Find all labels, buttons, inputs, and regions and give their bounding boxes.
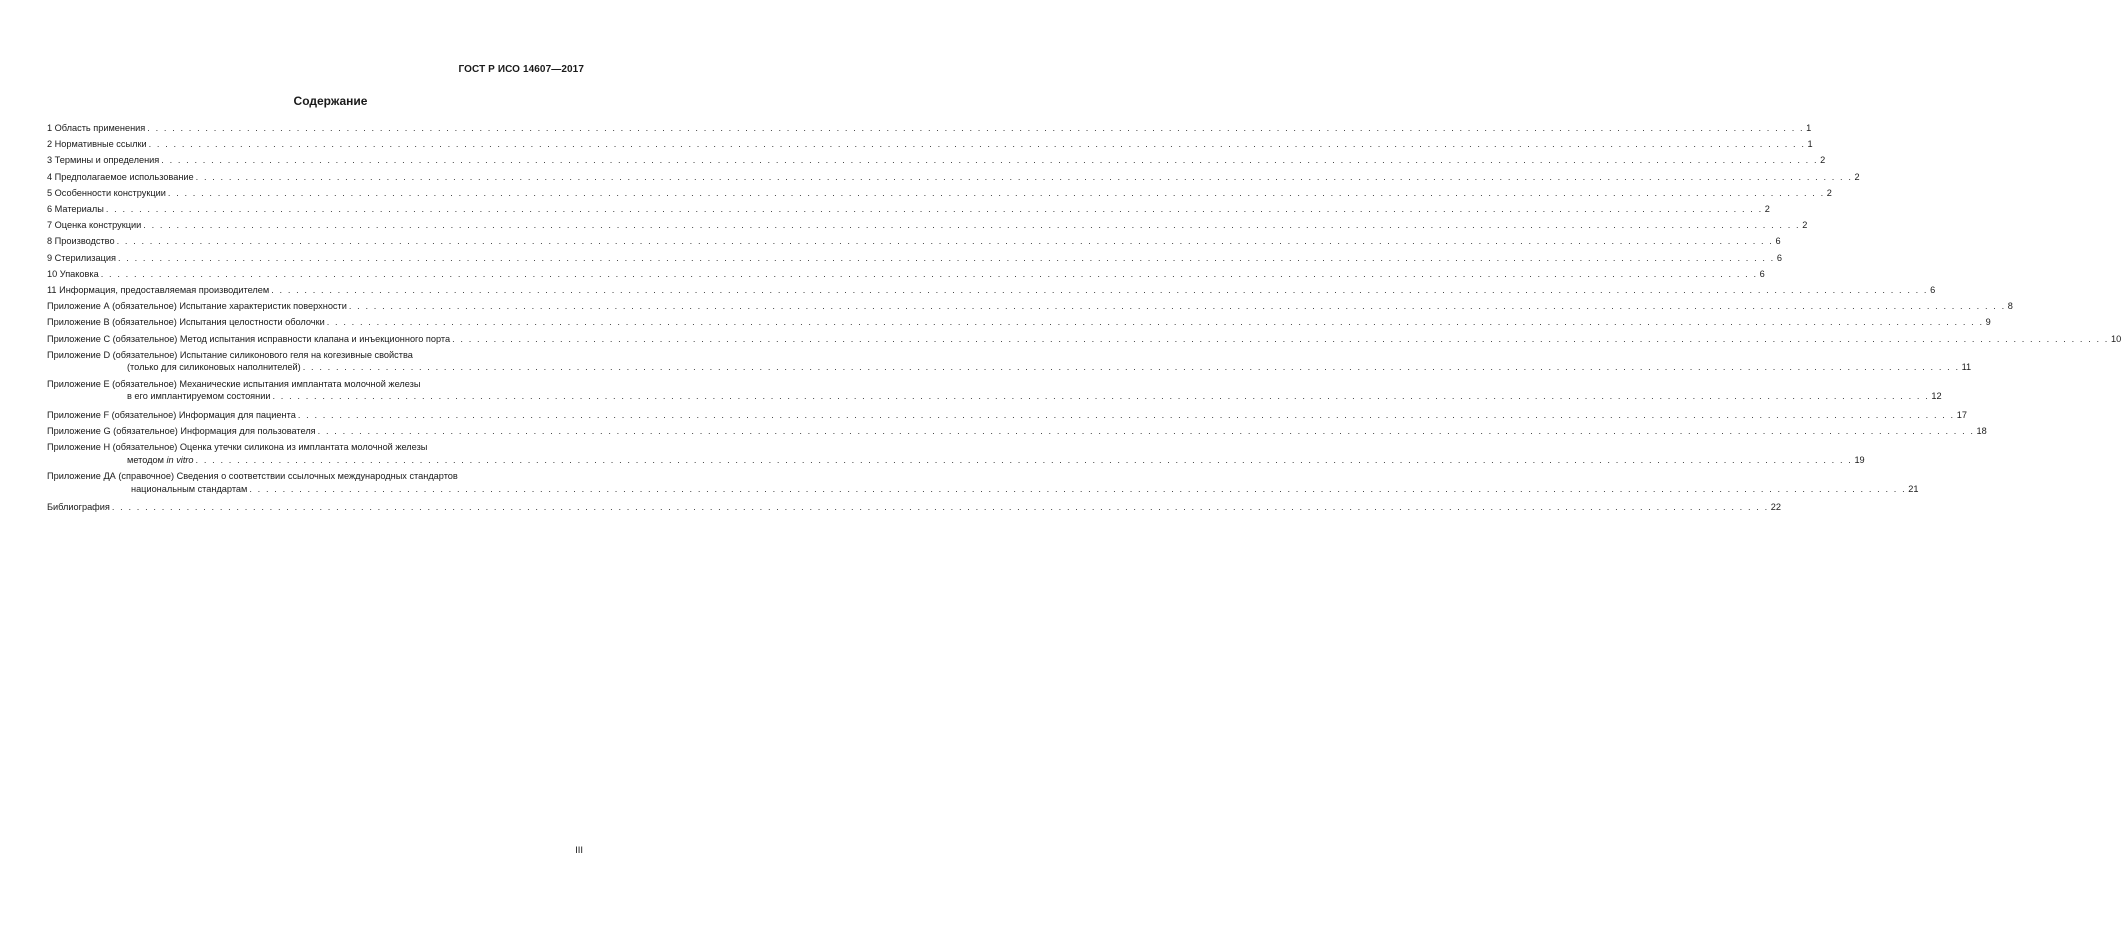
toc-entry[interactable]: 10 Упаковка . . . . . . . . . . . . . . . . . . . . . . . . . . . . . . . . . . . . . . . . . . . . . . . . . . . . . . . . . . . . . . . . . . . . . . . . . . . . . . . . . . . . . . . . . . . . . . . . . . . . . . . . . . . . . . . . . . . . . . . . . . . . . . . . . . . . . . . . . . . . . . . . . . . . . . . . . . . . . . . . . . . . . . . . . . . . . . . . . . . . . . . . . . . . . . . . . . . . . . . . 6 [47,266,577,282]
leader-dots: . . . . . . . . . . . . . . . . . . . . . . . . . . . . . . . . . . . . . . . . . . . . . . . . . . . . . . . . . . . . . . . . . . . . . . . . . . . . . . . . . . . . . . . . . . . . . . . . . . . . . . . . . . . . . . . . . . . . . . . . . . . . . . . . . . . . . . . . . . . . . . . . . . . . . . . . . . . . . . . . . . . . . . . . . . . . . . . . . . . . . . . . . . . . . . . . . . . . . . . . [116,236,1774,247]
table-of-contents [47,120,2121,515]
leader-dots: . . . . . . . . . . . . . . . . . . . . . . . . . . . . . . . . . . . . . . . . . . . . . . . . . . . . . . . . . . . . . . . . . . . . . . . . . . . . . . . . . . . . . . . . . . . . . . . . . . . . . . . . . . . . . . . . . . . . . . . . . . . . . . . . . . . . . . . . . . . . . . . . . . . . . . . . . . . . . . . . . . . . . . . . . . . . . . . . . . . . . . . . . . . . . . . . . . . . . . . . [317,426,1975,437]
toc-entry[interactable]: 11 Информация, предоставляемая производителем . . . . . . . . . . . . . . . . . . . . . . . . . . . . . . . . . . . . . . . . . . . . . . . . . . . . . . . . . . . . . . . . . . . . . . . . . . . . . . . . . . . . . . . . . . . . . . . . . . . . . . . . . . . . . . . . . . . . . . . . . . . . . . . . . . . . . . . . . . . . . . . . . . . . . . . . . . . . . . . . . . . . . . . . . . . . . . . . . . . . . . . . . . . . . . . . . . . . . . . . 6 [47,282,577,298]
leader-dots: . . . . . . . . . . . . . . . . . . . . . . . . . . . . . . . . . . . . . . . . . . . . . . . . . . . . . . . . . . . . . . . . . . . . . . . . . . . . . . . . . . . . . . . . . . . . . . . . . . . . . . . . . . . . . . . . . . . . . . . . . . . . . . . . . . . . . . . . . . . . . . . . . . . . . . . . . . . . . . . . . . . . . . . . . . . . . . . . . . . . . . . . . . . . . . . . . . . . . . . . [161,155,1819,166]
leader-dots: . . . . . . . . . . . . . . . . . . . . . . . . . . . . . . . . . . . . . . . . . . . . . . . . . . . . . . . . . . . . . . . . . . . . . . . . . . . . . . . . . . . . . . . . . . . . . . . . . . . . . . . . . . . . . . . . . . . . . . . . . . . . . . . . . . . . . . . . . . . . . . . . . . . . . . . . . . . . . . . . . . . . . . . . . . . . . . . . . . . . . . . . . . . . . . . . . . . . . . . . [249,483,1907,494]
leader-dots: . . . . . . . . . . . . . . . . . . . . . . . . . . . . . . . . . . . . . . . . . . . . . . . . . . . . . . . . . . . . . . . . . . . . . . . . . . . . . . . . . . . . . . . . . . . . . . . . . . . . . . . . . . . . . . . . . . . . . . . . . . . . . . . . . . . . . . . . . . . . . . . . . . . . . . . . . . . . . . . . . . . . . . . . . . . . . . . . . . . . . . . . . . . . . . . . . . . . . . . . [452,333,2109,344]
toc-entry[interactable]: 4 Предполагаемое использование . . . . . . . . . . . . . . . . . . . . . . . . . . . . . . . . . . . . . . . . . . . . . . . . . . . . . . . . . . . . . . . . . . . . . . . . . . . . . . . . . . . . . . . . . . . . . . . . . . . . . . . . . . . . . . . . . . . . . . . . . . . . . . . . . . . . . . . . . . . . . . . . . . . . . . . . . . . . . . . . . . . . . . . . . . . . . . . . . . . . . . . . . . . . . . . . . . . . . . . . 2 [47,169,577,185]
leader-dots: . . . . . . . . . . . . . . . . . . . . . . . . . . . . . . . . . . . . . . . . . . . . . . . . . . . . . . . . . . . . . . . . . . . . . . . . . . . . . . . . . . . . . . . . . . . . . . . . . . . . . . . . . . . . . . . . . . . . . . . . . . . . . . . . . . . . . . . . . . . . . . . . . . . . . . . . . . . . . . . . . . . . . . . . . . . . . . . . . . . . . . . . . . . . . . . . . . . . . . . . [143,220,1801,231]
leader-dots: . . . . . . . . . . . . . . . . . . . . . . . . . . . . . . . . . . . . . . . . . . . . . . . . . . . . . . . . . . . . . . . . . . . . . . . . . . . . . . . . . . . . . . . . . . . . . . . . . . . . . . . . . . . . . . . . . . . . . . . . . . . . . . . . . . . . . . . . . . . . . . . . . . . . . . . . . . . . . . . . . . . . . . . . . . . . . . . . . . . . . . . . . . . . . . . . . . . . . . . . [105,204,1763,215]
toc-entry[interactable]: 2 Нормативные ссылки . . . . . . . . . . . . . . . . . . . . . . . . . . . . . . . . . . . . . . . . . . . . . . . . . . . . . . . . . . . . . . . . . . . . . . . . . . . . . . . . . . . . . . . . . . . . . . . . . . . . . . . . . . . . . . . . . . . . . . . . . . . . . . . . . . . . . . . . . . . . . . . . . . . . . . . . . . . . . . . . . . . . . . . . . . . . . . . . . . . . . . . . . . . . . . . . . . . . . . . . 1 [47,136,577,152]
leader-dots: . . . . . . . . . . . . . . . . . . . . . . . . . . . . . . . . . . . . . . . . . . . . . . . . . . . . . . . . . . . . . . . . . . . . . . . . . . . . . . . . . . . . . . . . . . . . . . . . . . . . . . . . . . . . . . . . . . . . . . . . . . . . . . . . . . . . . . . . . . . . . . . . . . . . . . . . . . . . . . . . . . . . . . . . . . . . . . . . . . . . . . . . . . . . . . . . . . . . . . . . [100,268,1758,279]
toc-entry[interactable]: Приложение С (обязательное) Метод испытания исправности клапана и инъекционного порта . . . . . . . . . . . . . . . . . . . . . . . . . . . . . . . . . . . . . . . . . . . . . . . . . . . . . . . . . . . . . . . . . . . . . . . . . . . . . . . . . . . . . . . . . . . . . . . . . . . . . . . . . . . . . . . . . . . . . . . . . . . . . . . . . . . . . . . . . . . . . . . . . . . . . . . . . . . . . . . . . . . . . . . . . . . . . . . . . . . . . . . . . . . . . . . . . . . . . . . . 10 [47,331,577,347]
document-code-header: ГОСТ Р ИСО 14607—2017 [458,64,584,75]
leader-dots: . . . . . . . . . . . . . . . . . . . . . . . . . . . . . . . . . . . . . . . . . . . . . . . . . . . . . . . . . . . . . . . . . . . . . . . . . . . . . . . . . . . . . . . . . . . . . . . . . . . . . . . . . . . . . . . . . . . . . . . . . . . . . . . . . . . . . . . . . . . . . . . . . . . . . . . . . . . . . . . . . . . . . . . . . . . . . . . . . . . . . . . . . . . . . . . . . . . . . . . . [167,187,1825,198]
leader-dots: . . . . . . . . . . . . . . . . . . . . . . . . . . . . . . . . . . . . . . . . . . . . . . . . . . . . . . . . . . . . . . . . . . . . . . . . . . . . . . . . . . . . . . . . . . . . . . . . . . . . . . . . . . . . . . . . . . . . . . . . . . . . . . . . . . . . . . . . . . . . . . . . . . . . . . . . . . . . . . . . . . . . . . . . . . . . . . . . . . . . . . . . . . . . . . . . . . . . . . . . [272,391,1930,402]
leader-dots: . . . . . . . . . . . . . . . . . . . . . . . . . . . . . . . . . . . . . . . . . . . . . . . . . . . . . . . . . . . . . . . . . . . . . . . . . . . . . . . . . . . . . . . . . . . . . . . . . . . . . . . . . . . . . . . . . . . . . . . . . . . . . . . . . . . . . . . . . . . . . . . . . . . . . . . . . . . . . . . . . . . . . . . . . . . . . . . . . . . . . . . . . . . . . . . . . . . . . . . . [348,301,2006,312]
leader-dots: . . . . . . . . . . . . . . . . . . . . . . . . . . . . . . . . . . . . . . . . . . . . . . . . . . . . . . . . . . . . . . . . . . . . . . . . . . . . . . . . . . . . . . . . . . . . . . . . . . . . . . . . . . . . . . . . . . . . . . . . . . . . . . . . . . . . . . . . . . . . . . . . . . . . . . . . . . . . . . . . . . . . . . . . . . . . . . . . . . . . . . . . . . . . . . . . . . . . . . . . [195,171,1853,182]
toc-entry[interactable]: 1 Область применения . . . . . . . . . . . . . . . . . . . . . . . . . . . . . . . . . . . . . . . . . . . . . . . . . . . . . . . . . . . . . . . . . . . . . . . . . . . . . . . . . . . . . . . . . . . . . . . . . . . . . . . . . . . . . . . . . . . . . . . . . . . . . . . . . . . . . . . . . . . . . . . . . . . . . . . . . . . . . . . . . . . . . . . . . . . . . . . . . . . . . . . . . . . . . . . . . . . . . . . . 1 [47,120,577,136]
leader-dots: . . . . . . . . . . . . . . . . . . . . . . . . . . . . . . . . . . . . . . . . . . . . . . . . . . . . . . . . . . . . . . . . . . . . . . . . . . . . . . . . . . . . . . . . . . . . . . . . . . . . . . . . . . . . . . . . . . . . . . . . . . . . . . . . . . . . . . . . . . . . . . . . . . . . . . . . . . . . . . . . . . . . . . . . . . . . . . . . . . . . . . . . . . . . . . . . . . . . . . . . [302,362,1960,373]
toc-entry[interactable]: 6 Материалы . . . . . . . . . . . . . . . . . . . . . . . . . . . . . . . . . . . . . . . . . . . . . . . . . . . . . . . . . . . . . . . . . . . . . . . . . . . . . . . . . . . . . . . . . . . . . . . . . . . . . . . . . . . . . . . . . . . . . . . . . . . . . . . . . . . . . . . . . . . . . . . . . . . . . . . . . . . . . . . . . . . . . . . . . . . . . . . . . . . . . . . . . . . . . . . . . . . . . . . . 2 [47,201,577,217]
leader-dots: . . . . . . . . . . . . . . . . . . . . . . . . . . . . . . . . . . . . . . . . . . . . . . . . . . . . . . . . . . . . . . . . . . . . . . . . . . . . . . . . . . . . . . . . . . . . . . . . . . . . . . . . . . . . . . . . . . . . . . . . . . . . . . . . . . . . . . . . . . . . . . . . . . . . . . . . . . . . . . . . . . . . . . . . . . . . . . . . . . . . . . . . . . . . . . . . . . . . . . . . [117,252,1775,263]
page-number-roman: III [575,845,583,856]
toc-entry-appendix-h[interactable]: Приложение Н (обязательное) Оценка утечки силикона из имплантата молочной железы методом in vitro . . . . . . . . . . . . . . . . . . . . . . . . . . . . . . . . . . . . . . . . . . . . . . . . . . . . . . . . . . . . . . . . . . . . . . . . . . . . . . . . . . . . . . . . . . . . . . . . . . . . . . . . . . . . . . . . . . . . . . . . . . . . . . . . . . . . . . . . . . . . . . . . . . . . . . . . . . . . . . . . . . . . . . . . . . . . . . . . . . . . . . . . . . . . . . . . . . . . . . . . 19 [47,442,1865,465]
toc-entry-appendix-f[interactable]: Приложение F (обязательное) Информация для пациента . . . . . . . . . . . . . . . . . . . . . . . . . . . . . . . . . . . . . . . . . . . . . . . . . . . . . . . . . . . . . . . . . . . . . . . . . . . . . . . . . . . . . . . . . . . . . . . . . . . . . . . . . . . . . . . . . . . . . . . . . . . . . . . . . . . . . . . . . . . . . . . . . . . . . . . . . . . . . . . . . . . . . . . . . . . . . . . . . . . . . . . . . . . . . . . . . . . . . . . . 17 [47,407,577,423]
leader-dots: . . . . . . . . . . . . . . . . . . . . . . . . . . . . . . . . . . . . . . . . . . . . . . . . . . . . . . . . . . . . . . . . . . . . . . . . . . . . . . . . . . . . . . . . . . . . . . . . . . . . . . . . . . . . . . . . . . . . . . . . . . . . . . . . . . . . . . . . . . . . . . . . . . . . . . . . . . . . . . . . . . . . . . . . . . . . . . . . . . . . . . . . . . . . . . . . . . . . . . . . [147,123,1805,133]
toc-entry[interactable]: Приложение В (обязательное) Испытания целостности оболочки . . . . . . . . . . . . . . . . . . . . . . . . . . . . . . . . . . . . . . . . . . . . . . . . . . . . . . . . . . . . . . . . . . . . . . . . . . . . . . . . . . . . . . . . . . . . . . . . . . . . . . . . . . . . . . . . . . . . . . . . . . . . . . . . . . . . . . . . . . . . . . . . . . . . . . . . . . . . . . . . . . . . . . . . . . . . . . . . . . . . . . . . . . . . . . . . . . . . . . . . 9 [47,314,577,330]
leader-dots: . . . . . . . . . . . . . . . . . . . . . . . . . . . . . . . . . . . . . . . . . . . . . . . . . . . . . . . . . . . . . . . . . . . . . . . . . . . . . . . . . . . . . . . . . . . . . . . . . . . . . . . . . . . . . . . . . . . . . . . . . . . . . . . . . . . . . . . . . . . . . . . . . . . . . . . . . . . . . . . . . . . . . . . . . . . . . . . . . . . . . . . . . . . . . . . . . . . . . . . . [297,409,1955,420]
leader-dots: . . . . . . . . . . . . . . . . . . . . . . . . . . . . . . . . . . . . . . . . . . . . . . . . . . . . . . . . . . . . . . . . . . . . . . . . . . . . . . . . . . . . . . . . . . . . . . . . . . . . . . . . . . . . . . . . . . . . . . . . . . . . . . . . . . . . . . . . . . . . . . . . . . . . . . . . . . . . . . . . . . . . . . . . . . . . . . . . . . . . . . . . . . . . . . . . . . . . . . . . [271,285,1929,296]
leader-dots: . . . . . . . . . . . . . . . . . . . . . . . . . . . . . . . . . . . . . . . . . . . . . . . . . . . . . . . . . . . . . . . . . . . . . . . . . . . . . . . . . . . . . . . . . . . . . . . . . . . . . . . . . . . . . . . . . . . . . . . . . . . . . . . . . . . . . . . . . . . . . . . . . . . . . . . . . . . . . . . . . . . . . . . . . . . . . . . . . . . . . . . . . . . . . . . . . . . . . . . . [326,317,1984,328]
toc-entry-appendix-d[interactable]: Приложение D (обязательное) Испытание силиконового геля на когезивные свойства (только для силиконовых наполнителей) . . . . . . . . . . . . . . . . . . . . . . . . . . . . . . . . . . . . . . . . . . . . . . . . . . . . . . . . . . . . . . . . . . . . . . . . . . . . . . . . . . . . . . . . . . . . . . . . . . . . . . . . . . . . . . . . . . . . . . . . . . . . . . . . . . . . . . . . . . . . . . . . . . . . . . . . . . . . . . . . . . . . . . . . . . . . . . . . . . . . . . . . . . . . . . . . . . . . . . . . 11 [47,349,1972,373]
toc-entry-bibliography[interactable]: Библиография . . . . . . . . . . . . . . . . . . . . . . . . . . . . . . . . . . . . . . . . . . . . . . . . . . . . . . . . . . . . . . . . . . . . . . . . . . . . . . . . . . . . . . . . . . . . . . . . . . . . . . . . . . . . . . . . . . . . . . . . . . . . . . . . . . . . . . . . . . . . . . . . . . . . . . . . . . . . . . . . . . . . . . . . . . . . . . . . . . . . . . . . . . . . . . . . . . . . . . . . 22 [47,499,577,515]
toc-entry[interactable]: 5 Особенности конструкции . . . . . . . . . . . . . . . . . . . . . . . . . . . . . . . . . . . . . . . . . . . . . . . . . . . . . . . . . . . . . . . . . . . . . . . . . . . . . . . . . . . . . . . . . . . . . . . . . . . . . . . . . . . . . . . . . . . . . . . . . . . . . . . . . . . . . . . . . . . . . . . . . . . . . . . . . . . . . . . . . . . . . . . . . . . . . . . . . . . . . . . . . . . . . . . . . . . . . . . . 2 [47,185,577,201]
toc-entry[interactable]: 7 Оценка конструкции . . . . . . . . . . . . . . . . . . . . . . . . . . . . . . . . . . . . . . . . . . . . . . . . . . . . . . . . . . . . . . . . . . . . . . . . . . . . . . . . . . . . . . . . . . . . . . . . . . . . . . . . . . . . . . . . . . . . . . . . . . . . . . . . . . . . . . . . . . . . . . . . . . . . . . . . . . . . . . . . . . . . . . . . . . . . . . . . . . . . . . . . . . . . . . . . . . . . . . . . 2 [47,217,577,233]
toc-entry[interactable]: Приложение А (обязательное) Испытание характеристик поверхности . . . . . . . . . . . . . . . . . . . . . . . . . . . . . . . . . . . . . . . . . . . . . . . . . . . . . . . . . . . . . . . . . . . . . . . . . . . . . . . . . . . . . . . . . . . . . . . . . . . . . . . . . . . . . . . . . . . . . . . . . . . . . . . . . . . . . . . . . . . . . . . . . . . . . . . . . . . . . . . . . . . . . . . . . . . . . . . . . . . . . . . . . . . . . . . . . . . . . . . . 8 [47,298,577,314]
leader-dots: . . . . . . . . . . . . . . . . . . . . . . . . . . . . . . . . . . . . . . . . . . . . . . . . . . . . . . . . . . . . . . . . . . . . . . . . . . . . . . . . . . . . . . . . . . . . . . . . . . . . . . . . . . . . . . . . . . . . . . . . . . . . . . . . . . . . . . . . . . . . . . . . . . . . . . . . . . . . . . . . . . . . . . . . . . . . . . . . . . . . . . . . . . . . . . . . . . . . . . . . [148,139,1806,150]
toc-entry[interactable]: 3 Термины и определения . . . . . . . . . . . . . . . . . . . . . . . . . . . . . . . . . . . . . . . . . . . . . . . . . . . . . . . . . . . . . . . . . . . . . . . . . . . . . . . . . . . . . . . . . . . . . . . . . . . . . . . . . . . . . . . . . . . . . . . . . . . . . . . . . . . . . . . . . . . . . . . . . . . . . . . . . . . . . . . . . . . . . . . . . . . . . . . . . . . . . . . . . . . . . . . . . . . . . . . . 2 [47,152,577,168]
toc-entry-appendix-e[interactable]: Приложение Е (обязательное) Механические испытания имплантата молочной железы в его имплантируемом состоянии . . . . . . . . . . . . . . . . . . . . . . . . . . . . . . . . . . . . . . . . . . . . . . . . . . . . . . . . . . . . . . . . . . . . . . . . . . . . . . . . . . . . . . . . . . . . . . . . . . . . . . . . . . . . . . . . . . . . . . . . . . . . . . . . . . . . . . . . . . . . . . . . . . . . . . . . . . . . . . . . . . . . . . . . . . . . . . . . . . . . . . . . . . . . . . . . . . . . . . . . 12 [47,378,1942,402]
toc-entry[interactable]: 8 Производство . . . . . . . . . . . . . . . . . . . . . . . . . . . . . . . . . . . . . . . . . . . . . . . . . . . . . . . . . . . . . . . . . . . . . . . . . . . . . . . . . . . . . . . . . . . . . . . . . . . . . . . . . . . . . . . . . . . . . . . . . . . . . . . . . . . . . . . . . . . . . . . . . . . . . . . . . . . . . . . . . . . . . . . . . . . . . . . . . . . . . . . . . . . . . . . . . . . . . . . . 6 [47,233,577,249]
toc-entry-appendix-da[interactable]: Приложение ДА (справочное) Сведения о соответствии ссылочных международных стандартов национальным стандартам . . . . . . . . . . . . . . . . . . . . . . . . . . . . . . . . . . . . . . . . . . . . . . . . . . . . . . . . . . . . . . . . . . . . . . . . . . . . . . . . . . . . . . . . . . . . . . . . . . . . . . . . . . . . . . . . . . . . . . . . . . . . . . . . . . . . . . . . . . . . . . . . . . . . . . . . . . . . . . . . . . . . . . . . . . . . . . . . . . . . . . . . . . . . . . . . . . . . . . . . 21 [47,471,1919,494]
page-title: Содержание [293,94,368,108]
toc-entry[interactable]: 9 Стерилизация . . . . . . . . . . . . . . . . . . . . . . . . . . . . . . . . . . . . . . . . . . . . . . . . . . . . . . . . . . . . . . . . . . . . . . . . . . . . . . . . . . . . . . . . . . . . . . . . . . . . . . . . . . . . . . . . . . . . . . . . . . . . . . . . . . . . . . . . . . . . . . . . . . . . . . . . . . . . . . . . . . . . . . . . . . . . . . . . . . . . . . . . . . . . . . . . . . . . . . . . 6 [47,250,577,266]
leader-dots: . . . . . . . . . . . . . . . . . . . . . . . . . . . . . . . . . . . . . . . . . . . . . . . . . . . . . . . . . . . . . . . . . . . . . . . . . . . . . . . . . . . . . . . . . . . . . . . . . . . . . . . . . . . . . . . . . . . . . . . . . . . . . . . . . . . . . . . . . . . . . . . . . . . . . . . . . . . . . . . . . . . . . . . . . . . . . . . . . . . . . . . . . . . . . . . . . . . . . . . . [111,502,1769,513]
toc-entry-appendix-g[interactable]: Приложение G (обязательное) Информация для пользователя . . . . . . . . . . . . . . . . . . . . . . . . . . . . . . . . . . . . . . . . . . . . . . . . . . . . . . . . . . . . . . . . . . . . . . . . . . . . . . . . . . . . . . . . . . . . . . . . . . . . . . . . . . . . . . . . . . . . . . . . . . . . . . . . . . . . . . . . . . . . . . . . . . . . . . . . . . . . . . . . . . . . . . . . . . . . . . . . . . . . . . . . . . . . . . . . . . . . . . . . 18 [47,423,577,439]
leader-dots: . . . . . . . . . . . . . . . . . . . . . . . . . . . . . . . . . . . . . . . . . . . . . . . . . . . . . . . . . . . . . . . . . . . . . . . . . . . . . . . . . . . . . . . . . . . . . . . . . . . . . . . . . . . . . . . . . . . . . . . . . . . . . . . . . . . . . . . . . . . . . . . . . . . . . . . . . . . . . . . . . . . . . . . . . . . . . . . . . . . . . . . . . . . . . . . . . . . . . . . . [195,454,1853,465]
